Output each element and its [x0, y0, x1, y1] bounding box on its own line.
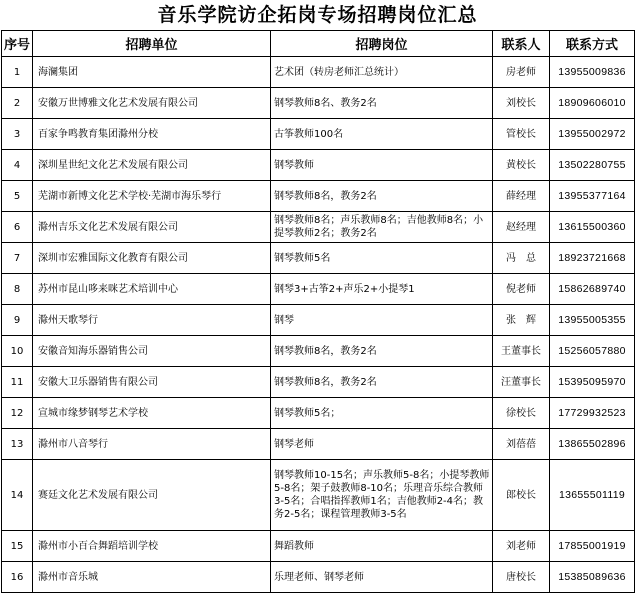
cell-phone: 18923721668: [550, 243, 635, 274]
cell-no: 2: [2, 88, 33, 119]
recruitment-table: [1, 30, 635, 593]
table-row: [2, 429, 635, 460]
cell-contact: 管校长: [493, 119, 550, 150]
cell-unit: 赛廷文化艺术发展有限公司: [33, 460, 271, 531]
page-title: 音乐学院访企拓岗专场招聘岗位汇总: [157, 4, 478, 26]
table-row: [2, 88, 635, 119]
cell-position: 钢琴教师8名，教务2名: [271, 181, 493, 212]
cell-position: 钢琴3+古筝2+声乐2+小提琴1: [271, 274, 493, 305]
cell-phone: 17855001919: [550, 531, 635, 562]
table-row: [2, 460, 635, 531]
cell-contact: 唐校长: [493, 562, 550, 593]
table-row: [2, 57, 635, 88]
cell-position: 舞蹈教师: [271, 531, 493, 562]
cell-phone: 13955005355: [550, 305, 635, 336]
cell-phone: 13502280755: [550, 150, 635, 181]
cell-unit: 深圳星世纪文化艺术发展有限公司: [33, 150, 271, 181]
cell-unit: 滁州天歌琴行: [33, 305, 271, 336]
cell-position: 钢琴: [271, 305, 493, 336]
cell-position: 艺术团（转房老师汇总统计）: [271, 57, 493, 88]
cell-position: 钢琴教师8名，教务2名: [271, 367, 493, 398]
table-row: [2, 119, 635, 150]
cell-contact: 张 辉: [493, 305, 550, 336]
cell-phone: 13955002972: [550, 119, 635, 150]
table-row: [2, 367, 635, 398]
cell-no: 15: [2, 531, 33, 562]
cell-phone: 13615500360: [550, 212, 635, 243]
cell-phone: 18909606010: [550, 88, 635, 119]
cell-position: 钢琴教师: [271, 150, 493, 181]
table-row: [2, 181, 635, 212]
cell-phone: 13865502896: [550, 429, 635, 460]
table-row: [2, 336, 635, 367]
cell-phone: 15862689740: [550, 274, 635, 305]
cell-unit: 安徽大卫乐器销售有限公司: [33, 367, 271, 398]
cell-unit: 滁州市小百合舞蹈培训学校: [33, 531, 271, 562]
table-row: [2, 398, 635, 429]
cell-unit: 安徽音知海乐器销售公司: [33, 336, 271, 367]
cell-position: 钢琴教师8名、教务2名: [271, 88, 493, 119]
cell-unit: 深圳市宏雅国际文化教育有限公司: [33, 243, 271, 274]
cell-no: 8: [2, 274, 33, 305]
cell-position: 钢琴教师8名；声乐教师8名；吉他教师8名；小提琴教师2名；教务2名: [271, 212, 493, 243]
cell-contact: 汪董事长: [493, 367, 550, 398]
cell-phone: 15385089636: [550, 562, 635, 593]
header-no: 序号: [2, 31, 33, 57]
cell-unit: 苏州市昆山哆来咪艺术培训中心: [33, 274, 271, 305]
cell-phone: 13955377164: [550, 181, 635, 212]
cell-no: 16: [2, 562, 33, 593]
cell-contact: 徐校长: [493, 398, 550, 429]
table-row: [2, 212, 635, 243]
table-row: [2, 531, 635, 562]
cell-unit: 安徽万世博雅文化艺术发展有限公司: [33, 88, 271, 119]
cell-no: 12: [2, 398, 33, 429]
cell-position: 钢琴教师5名: [271, 243, 493, 274]
cell-contact: 倪老师: [493, 274, 550, 305]
cell-phone: 15395095970: [550, 367, 635, 398]
cell-phone: 15256057880: [550, 336, 635, 367]
header-contact: 联系人: [493, 31, 550, 57]
cell-position: 钢琴教师8名，教务2名: [271, 336, 493, 367]
table-body: [2, 57, 635, 593]
cell-contact: 刘蓓蓓: [493, 429, 550, 460]
cell-contact: 郎校长: [493, 460, 550, 531]
cell-unit: 滁州市八音琴行: [33, 429, 271, 460]
table-row: [2, 243, 635, 274]
cell-contact: 赵经理: [493, 212, 550, 243]
cell-unit: 滁州市音乐城: [33, 562, 271, 593]
cell-contact: 黄校长: [493, 150, 550, 181]
cell-no: 7: [2, 243, 33, 274]
cell-contact: 房老师: [493, 57, 550, 88]
cell-no: 3: [2, 119, 33, 150]
table-row: [2, 562, 635, 593]
cell-unit: 宣城市缘梦钢琴艺术学校: [33, 398, 271, 429]
cell-no: 13: [2, 429, 33, 460]
table-row: [2, 305, 635, 336]
header-phone: 联系方式: [550, 31, 635, 57]
cell-no: 4: [2, 150, 33, 181]
cell-position: 古筝教师100名: [271, 119, 493, 150]
header-position: 招聘岗位: [271, 31, 493, 57]
cell-no: 5: [2, 181, 33, 212]
table-header-row: [2, 31, 635, 57]
table-row: [2, 150, 635, 181]
cell-position: 钢琴老师: [271, 429, 493, 460]
cell-no: 9: [2, 305, 33, 336]
cell-no: 1: [2, 57, 33, 88]
cell-no: 14: [2, 460, 33, 531]
cell-position: 钢琴教师10-15名；声乐教师5-8名；小提琴教师5-8名；架子鼓教师8-10名；乐理音乐综合教师3-5名；合唱指挥教师1名；吉他教师2-4名；教务2-5名；课程管理教师3-5名: [271, 460, 493, 531]
cell-no: 11: [2, 367, 33, 398]
cell-phone: 13955009836: [550, 57, 635, 88]
cell-no: 10: [2, 336, 33, 367]
cell-position: 乐理老师、钢琴老师: [271, 562, 493, 593]
cell-phone: 13655501119: [550, 460, 635, 531]
cell-unit: 滁州吉乐文化艺术发展有限公司: [33, 212, 271, 243]
cell-phone: 17729932523: [550, 398, 635, 429]
cell-no: 6: [2, 212, 33, 243]
cell-unit: 百家争鸣教育集团滁州分校: [33, 119, 271, 150]
header-unit: 招聘单位: [33, 31, 271, 57]
table-row: [2, 274, 635, 305]
cell-contact: 刘老师: [493, 531, 550, 562]
cell-position: 钢琴教师5名；: [271, 398, 493, 429]
cell-unit: 海澜集团: [33, 57, 271, 88]
cell-contact: 王董事长: [493, 336, 550, 367]
cell-unit: 芜湖市新博文化艺术学校·芜湖市海乐琴行: [33, 181, 271, 212]
cell-contact: 薛经理: [493, 181, 550, 212]
cell-contact: 冯 总: [493, 243, 550, 274]
cell-contact: 刘校长: [493, 88, 550, 119]
